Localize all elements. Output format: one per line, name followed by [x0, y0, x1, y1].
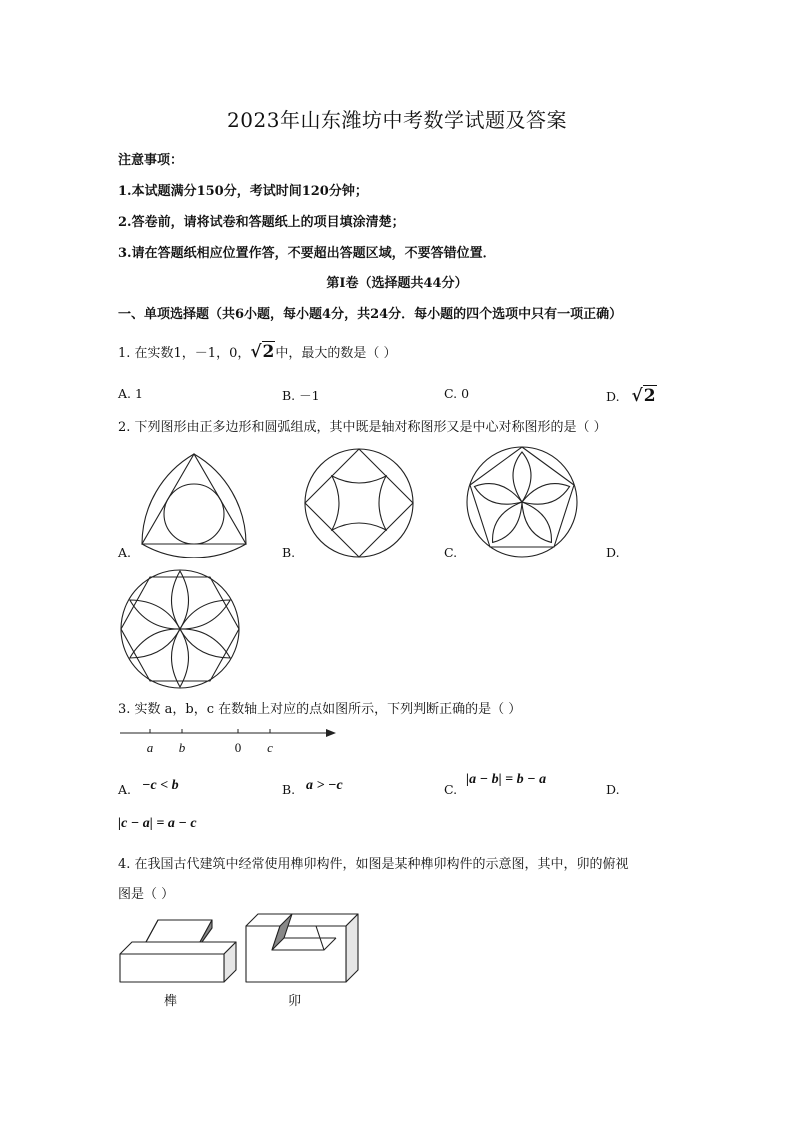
q1-stem-before: 1. 在实数1，－1，0，	[118, 346, 251, 361]
notice-item-2: 2.答卷前，请将试卷和答题纸上的项目填涂清楚；	[118, 215, 405, 230]
q3-label-a: a	[146, 740, 154, 755]
notice-item-1: 1.本试题满分150分，考试时间120分钟；	[118, 184, 368, 199]
q1-option-b: B. －1	[282, 388, 320, 403]
q3-number-line	[118, 722, 340, 756]
q3-label-b: b	[178, 740, 186, 755]
page-title: 2023年山东潍坊中考数学试题及答案	[227, 108, 567, 132]
section1-title: 一、单项选择题（共6小题，每小题4分，共24分．每小题的四个选项中只有一项正确）	[118, 307, 623, 322]
q1-sqrt-radicand: 2	[262, 342, 275, 362]
q2-figure-c	[464, 444, 580, 560]
q2-figure-b	[302, 446, 416, 560]
q4-mortise-figure	[242, 908, 366, 986]
q2-label-b: B.	[282, 545, 296, 560]
q1-option-d-radicand: 2	[643, 386, 656, 406]
q2-figure-a	[136, 448, 252, 558]
q2-label-d: D.	[606, 545, 620, 560]
q1-stem-after: 中，最大的数是（ ）	[275, 346, 397, 361]
q2-stem: 2. 下列图形由正多边形和圆弧组成，其中既是轴对称图形又是中心对称图形的是（ ）	[118, 420, 607, 435]
q3-axis-arrow	[326, 729, 336, 737]
q1-option-a: A. 1	[118, 386, 143, 401]
q1-sqrt: √2	[250, 342, 275, 362]
q2-a-circle	[164, 484, 224, 544]
q4-stem-line1: 4. 在我国古代建筑中经常使用榫卯构件，如图是某种榫卯构件的示意图，其中，卯的俯视	[118, 857, 629, 872]
q2-a-triangle	[142, 454, 246, 544]
q3-option-c-label: C.	[444, 782, 458, 797]
q4-stem-line2: 图是（ ）	[118, 887, 175, 902]
q2-label-c: C.	[444, 545, 458, 560]
q3-option-d-expr: |c − a| = a − c	[118, 816, 197, 831]
q2-label-a: A.	[118, 545, 132, 560]
notice-heading: 注意事项：	[118, 153, 184, 168]
q3-option-b-expr: a > −c	[306, 778, 343, 793]
notice-item-3: 3.请在答题纸相应位置作答，不要超出答题区域，不要答错位置．	[118, 246, 496, 261]
q4-tenon-figure	[118, 910, 240, 986]
q4-tenon-base-front	[120, 954, 224, 982]
q2-a-reuleaux	[142, 454, 246, 558]
q3-option-b-label: B.	[282, 782, 296, 797]
q4-mortise-side	[346, 914, 358, 982]
q3-label-0: 0	[234, 740, 242, 755]
q4-mortise-front	[246, 926, 346, 982]
part1-title: 第Ⅰ卷（选择题共44分）	[326, 276, 468, 291]
q2-d-petals	[126, 571, 235, 687]
q4-label-mortise: 卯	[288, 994, 302, 1009]
q1-option-d-sqrt: √2	[631, 386, 656, 406]
q2-c-petals	[472, 452, 573, 548]
q4-mortise-top	[246, 914, 358, 926]
q2-b-circle	[305, 449, 413, 557]
q2-b-inner-arcs	[332, 476, 386, 530]
q4-label-tenon: 榫	[164, 994, 178, 1009]
q1-stem	[118, 342, 397, 362]
q3-stem: 3. 实数 a，b，c 在数轴上对应的点如图所示，下列判断正确的是（ ）	[118, 702, 522, 717]
q1-option-d-label: D.	[606, 389, 620, 404]
q3-option-c-expr: |a − b| = b − a	[466, 772, 547, 787]
q2-figure-d	[118, 568, 242, 690]
q1-option-d	[606, 386, 657, 406]
q4-tenon-base-top	[120, 942, 236, 954]
q3-option-a-label: A.	[118, 782, 132, 797]
q3-option-a-expr: −c < b	[142, 778, 179, 793]
q3-label-c: c	[267, 740, 273, 755]
q1-option-c: C. 0	[444, 386, 470, 401]
q3-option-d-label: D.	[606, 782, 620, 797]
q2-c-pentagon	[470, 447, 574, 547]
